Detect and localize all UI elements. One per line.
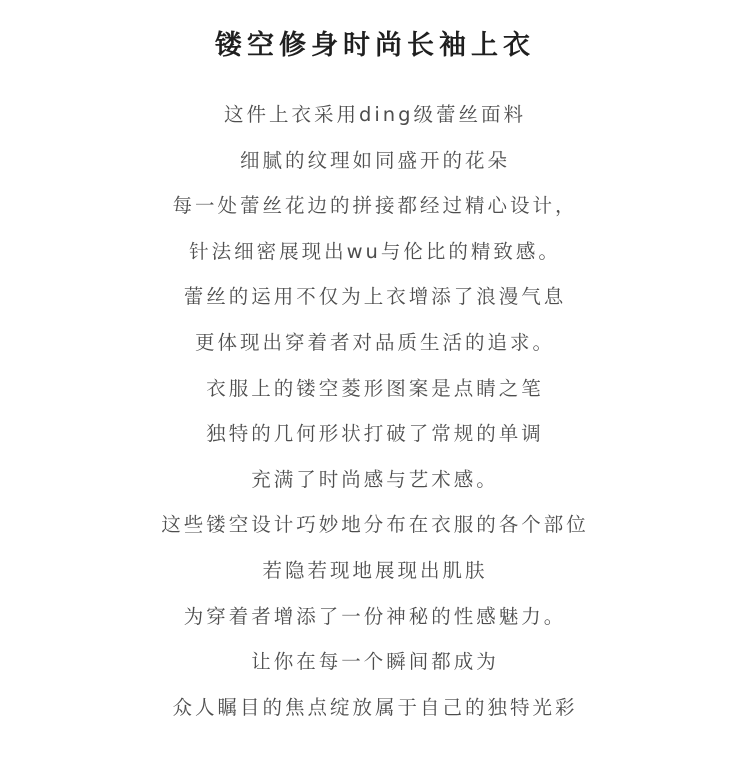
description-line: 针法细密展现出wu与伦比的精致感。	[189, 239, 561, 263]
description-line: 充满了时尚感与艺术感。	[251, 467, 499, 491]
description-text	[0, 95, 750, 733]
description-line: 每一处蕾丝花边的拼接都经过精心设计，	[172, 194, 578, 218]
description-line: 蕾丝的运用不仅为上衣增添了浪漫气息	[183, 285, 567, 309]
description-line: 细腻的纹理如同盛开的花朵	[239, 148, 510, 172]
description-line: 这些镂空设计巧妙地分布在衣服的各个部位	[161, 513, 589, 537]
description-line: 众人瞩目的焦点绽放属于自己的独特光彩	[172, 695, 578, 719]
description-line: 这件上衣采用ding级蕾丝面料	[223, 103, 527, 126]
page-title: 镂空修身时尚长袖上衣	[215, 30, 535, 61]
description-line: 独特的几何形状打破了常规的单调	[206, 422, 544, 446]
description-line: 让你在每一个瞬间都成为	[251, 650, 499, 674]
description-line: 为穿着者增添了一份神秘的性感魅力。	[183, 604, 567, 628]
description-line: 衣服上的镂空菱形图案是点睛之笔	[206, 376, 544, 400]
description-line: 更体现出穿着者对品质生活的追求。	[194, 330, 555, 354]
description-line: 若隐若现地展现出肌肤	[262, 558, 488, 582]
